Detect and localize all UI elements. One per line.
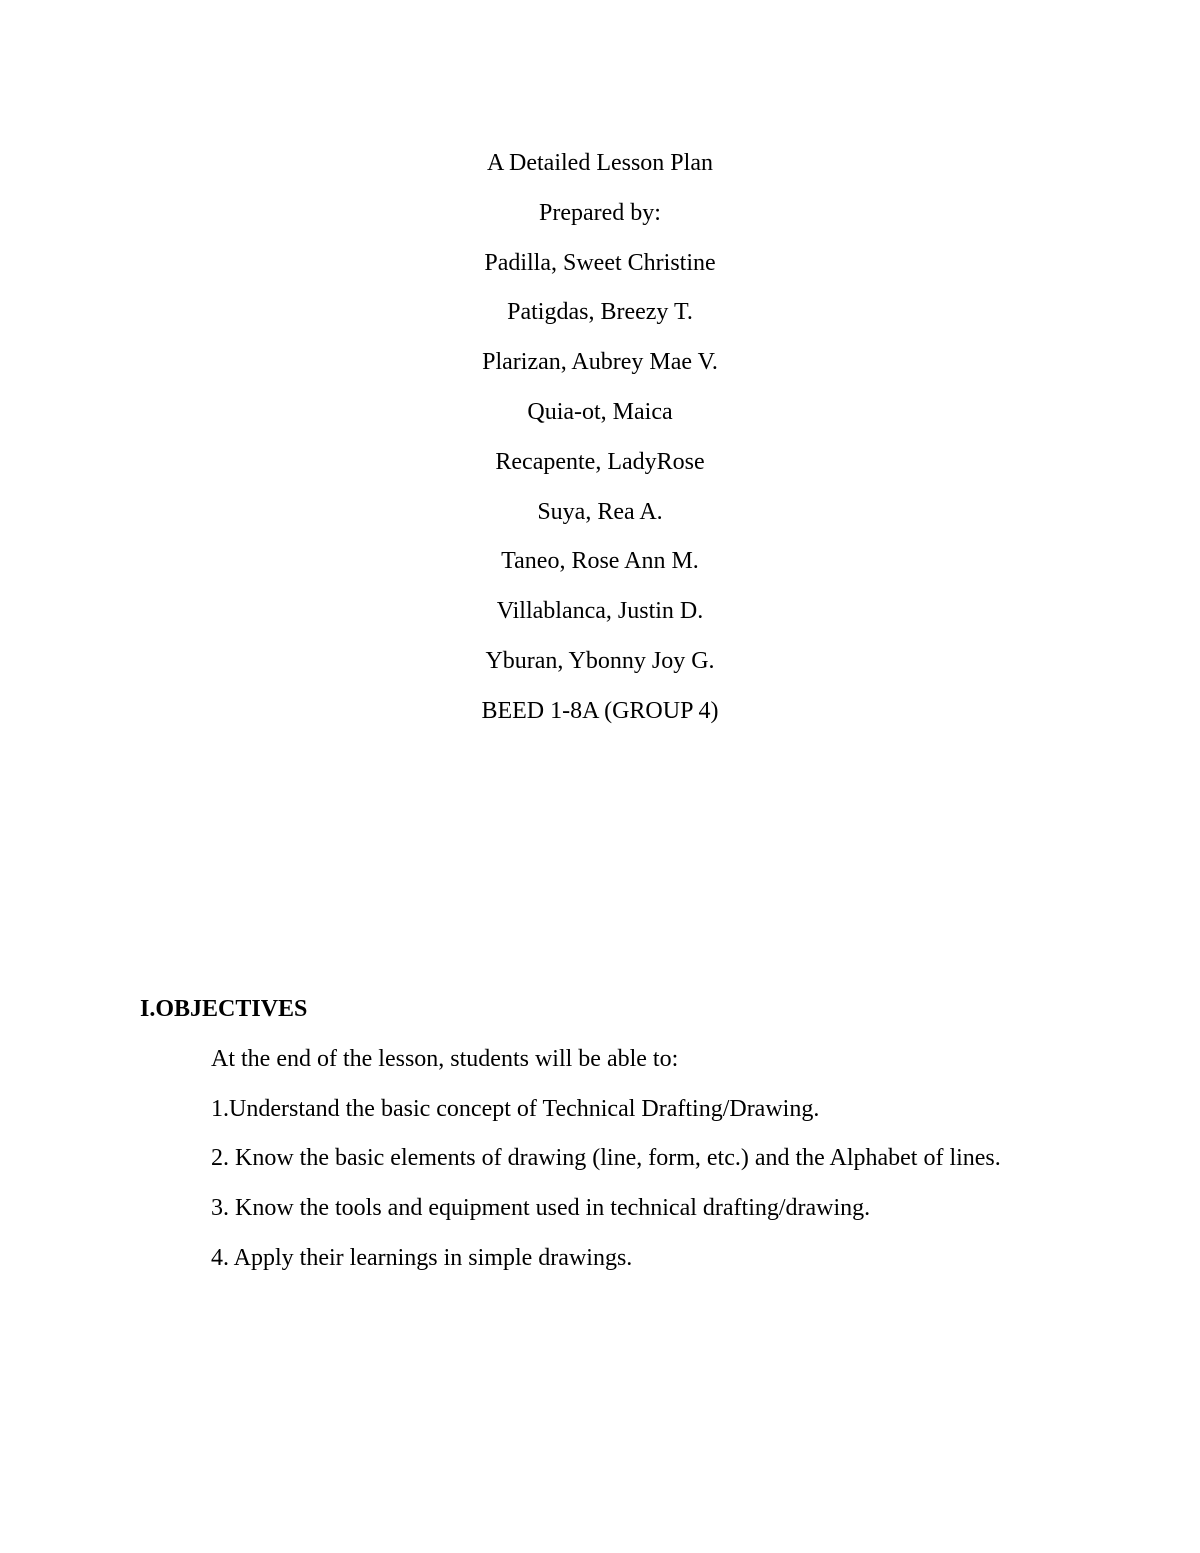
objectives-intro: At the end of the lesson, students will be able to: — [211, 1045, 679, 1072]
document-title: A Detailed Lesson Plan — [487, 150, 713, 176]
group-label: BEED 1-8A (GROUP 4) — [481, 697, 719, 724]
author-name: Suya, Rea A. — [537, 498, 663, 525]
objective-item: 4. Apply their learnings in simple drawings. — [211, 1244, 633, 1271]
author-name: Plarizan, Aubrey Mae V. — [482, 349, 718, 376]
cover-block — [0, 139, 1200, 737]
objectives-body — [211, 1035, 1061, 1284]
prepared-by-label: Prepared by: — [539, 199, 661, 226]
author-name: Yburan, Ybonny Joy G. — [485, 647, 715, 674]
objective-item: 1.Understand the basic concept of Technical Drafting/Drawing. — [211, 1095, 820, 1122]
author-name: Patigdas, Breezy T. — [507, 299, 693, 326]
author-name: Taneo, Rose Ann M. — [501, 548, 699, 575]
author-name: Villablanca, Justin D. — [496, 598, 704, 625]
author-name: Recapente, LadyRose — [495, 448, 705, 475]
objectives-heading: I.OBJECTIVES — [140, 996, 308, 1022]
objectives-section — [140, 985, 1060, 1284]
objective-item: 2. Know the basic elements of drawing (line, form, etc.) and the Alphabet of lines. — [211, 1145, 1001, 1172]
author-name: Quia-ot, Maica — [527, 398, 673, 425]
author-name: Padilla, Sweet Christine — [484, 249, 716, 276]
objective-item: 3. Know the tools and equipment used in technical drafting/drawing. — [211, 1195, 871, 1222]
